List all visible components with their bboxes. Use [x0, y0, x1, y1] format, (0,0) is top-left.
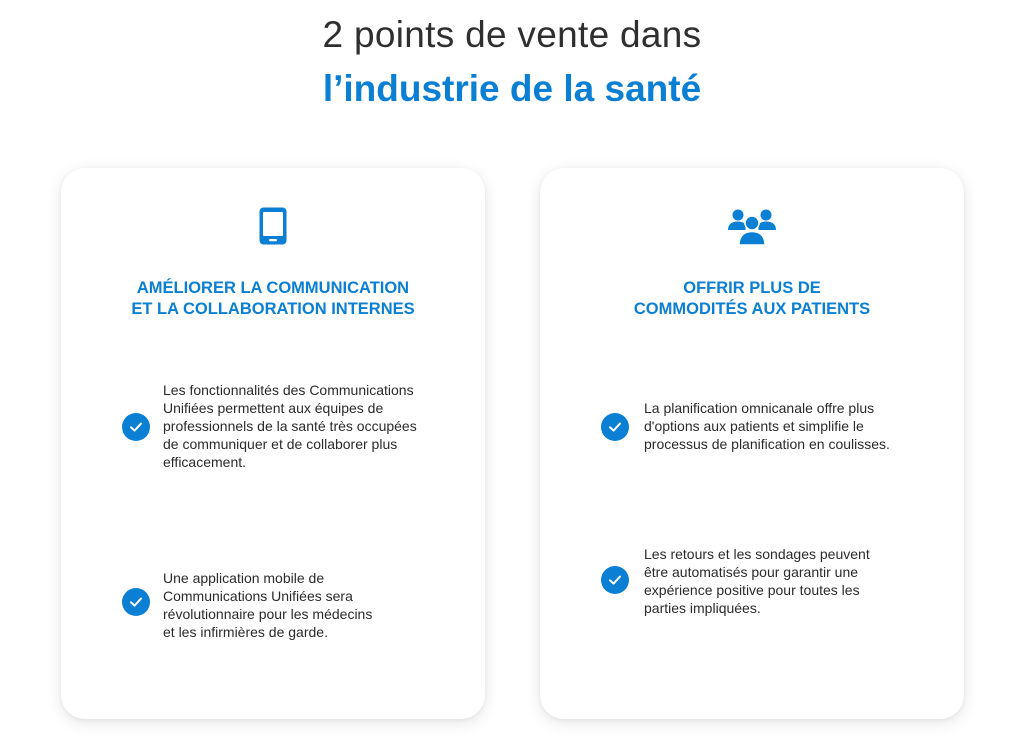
list-item-text: La planification omnicanale offre plus d'options aux patients et simplifie le processus de planification en coulisses. — [644, 400, 890, 452]
check-circle-icon — [601, 413, 629, 441]
card-heading-line1: OFFRIR PLUS DE — [683, 279, 821, 297]
check-circle-icon — [601, 566, 629, 594]
list-item-text: Une application mobile de Communications Unifiées sera révolutionnaire pour les médecins et les infirmières de garde. — [163, 570, 373, 640]
card-heading — [61, 278, 485, 320]
users-group-icon — [540, 206, 964, 246]
page-title-line2: l’industrie de la santé — [322, 68, 702, 109]
check-circle-icon — [122, 588, 150, 616]
card-heading-line2: ET LA COLLABORATION INTERNES — [131, 300, 415, 318]
card-heading-line2: COMMODITÉS AUX PATIENTS — [633, 300, 871, 318]
list-item-text: Les retours et les sondages peuvent être automatisés pour garantir une expérience positive pour toutes les parties impliquées. — [644, 546, 870, 616]
smartphone-icon — [61, 206, 485, 246]
card-internal-communication — [61, 168, 485, 719]
page-title-line1: 2 points de vente dans — [322, 14, 702, 55]
list-item-text: Les fonctionnalités des Communications Unifiées permettent aux équipes de professionnels de la santé très occupées de communiquer et de collaborer plus efficacement. — [163, 382, 417, 470]
check-circle-icon — [122, 413, 150, 441]
card-patient-convenience — [540, 168, 964, 719]
card-heading-line1: AMÉLIORER LA COMMUNICATION — [136, 279, 410, 297]
card-heading — [540, 278, 964, 320]
